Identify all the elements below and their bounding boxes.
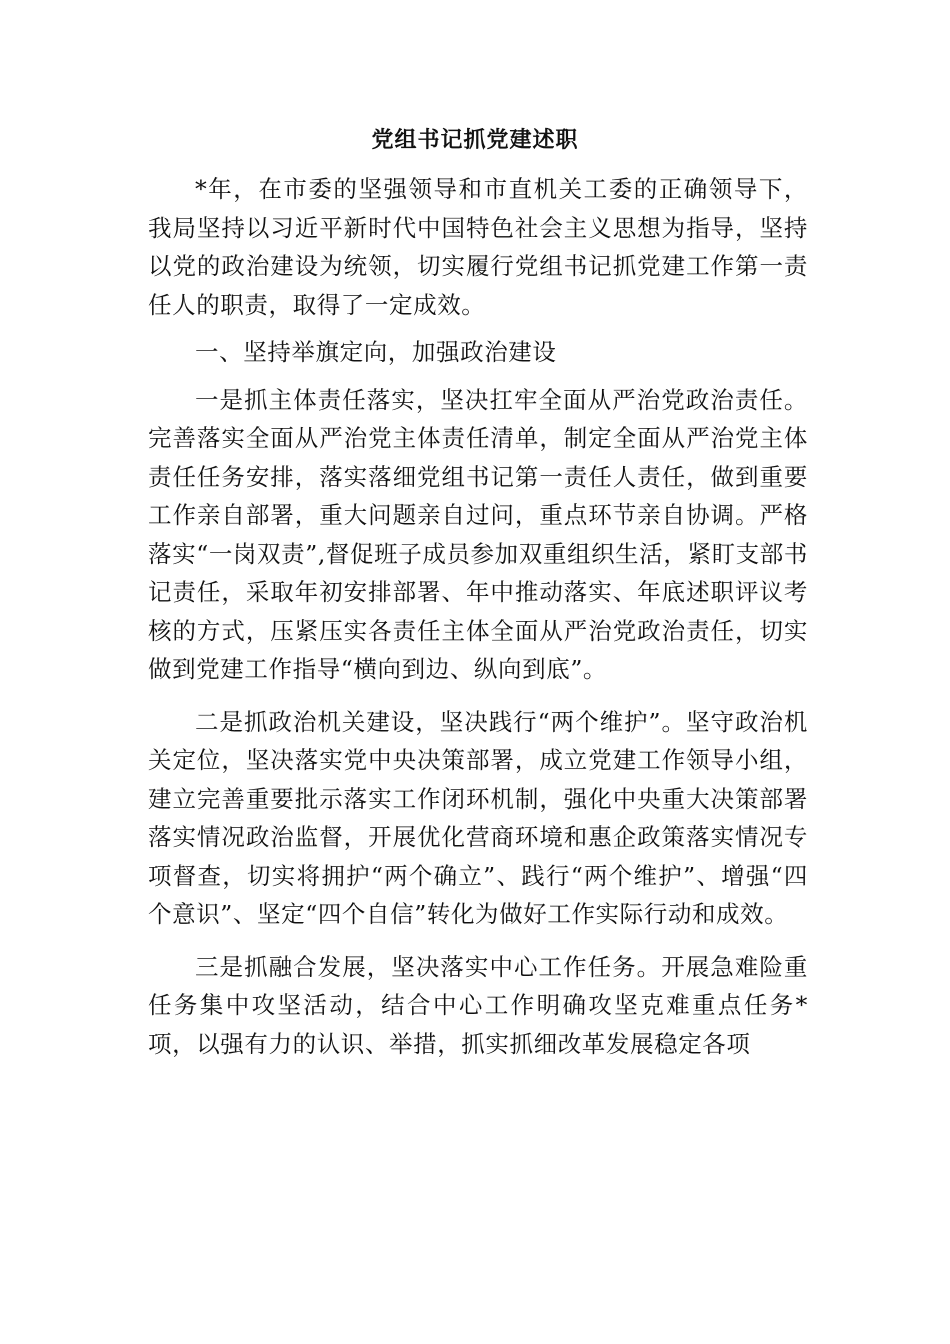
paragraph-intro: *年，在市委的坚强领导和市直机关工委的正确领导下，我局坚持以习近平新时代中国特色社会主义思想为指导，坚持以党的政治建设为统领，切实履行党组书记抓党建工作第一责任人的职责，取得了一定成效。 — [148, 175, 808, 319]
paragraph-item-2: 二是抓政治机关建设，坚决践行“两个维护”。坚守政治机关定位，坚决落实党中央决策部署，成立党建工作领导小组，建立完善重要批示落实工作闭环机制，强化中央重大决策部署落实情况政治监督，开展优化营商环境和惠企政策落实情况专项督查，切实将拥护“两个确立”、践行“两个维护”、增强“四个意识”、坚定“四个自信”转化为做好工作实际行动和成效。 — [148, 707, 808, 928]
paragraph-item-1: 一是抓主体责任落实，坚决扛牢全面从严治党政治责任。完善落实全面从严治党主体责任清单，制定全面从严治党主体责任任务安排，落实落细党组书记第一责任人责任，做到重要工作亲自部署，重大问题亲自过问，重点环节亲自协调。严格落实“一岗双责”,督促班子成员参加双重组织生活，紧盯支部书记责任，采取年初安排部署、年中推动落实、年底述职评议考核的方式，压紧压实各责任主体全面从严治党政治责任，切实做到党建工作指导“横向到边、纵向到底”。 — [148, 385, 808, 683]
section-heading-1: 一、坚持举旗定向，加强政治建设 — [195, 338, 557, 366]
document-title: 党组书记抓党建述职 — [371, 127, 579, 153]
document-body — [148, 170, 808, 1063]
paragraph-item-3: 三是抓融合发展，坚决落实中心工作任务。开展急难险重任务集中攻坚活动，结合中心工作明确攻坚克难重点任务*项，以强有力的认识、举措，抓实抓细改革发展稳定各项 — [148, 952, 808, 1058]
